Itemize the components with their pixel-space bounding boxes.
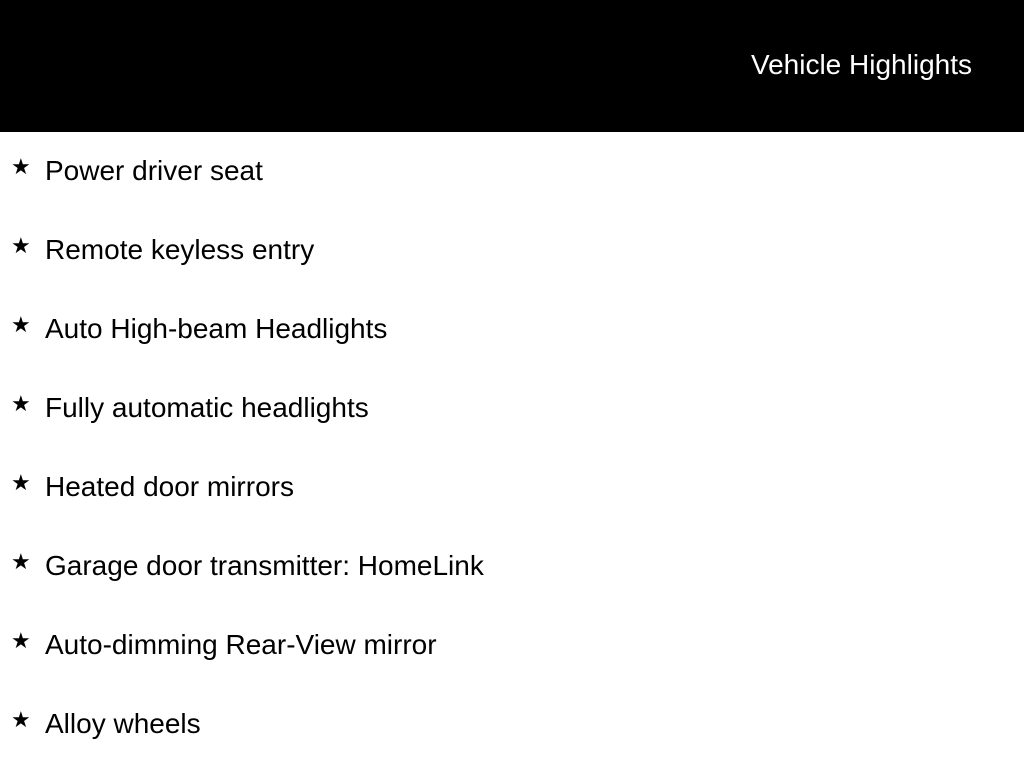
list-item	[0, 211, 1024, 290]
feature-label: Power driver seat	[45, 155, 263, 186]
feature-label: Heated door mirrors	[45, 471, 294, 502]
star-icon: ★	[11, 708, 31, 733]
feature-label: Auto High-beam Headlights	[45, 313, 388, 344]
list-item	[0, 132, 1024, 211]
star-icon: ★	[11, 392, 31, 417]
feature-label: Alloy wheels	[45, 708, 201, 739]
feature-label: Remote keyless entry	[45, 234, 315, 265]
header-bar	[0, 0, 1024, 132]
list-item	[0, 606, 1024, 685]
star-icon: ★	[11, 471, 31, 496]
star-icon: ★	[11, 629, 31, 654]
star-icon: ★	[11, 550, 31, 575]
list-item	[0, 290, 1024, 369]
star-icon: ★	[11, 313, 31, 338]
star-icon: ★	[11, 155, 31, 180]
feature-label: Auto-dimming Rear-View mirror	[45, 629, 437, 660]
list-item	[0, 685, 1024, 764]
list-item	[0, 448, 1024, 527]
list-item	[0, 527, 1024, 606]
list-item	[0, 369, 1024, 448]
feature-label: Garage door transmitter: HomeLink	[45, 550, 484, 581]
feature-label: Fully automatic headlights	[45, 392, 369, 423]
page-title: Vehicle Highlights	[750, 49, 972, 80]
star-icon: ★	[11, 234, 31, 259]
feature-list	[0, 132, 1024, 764]
